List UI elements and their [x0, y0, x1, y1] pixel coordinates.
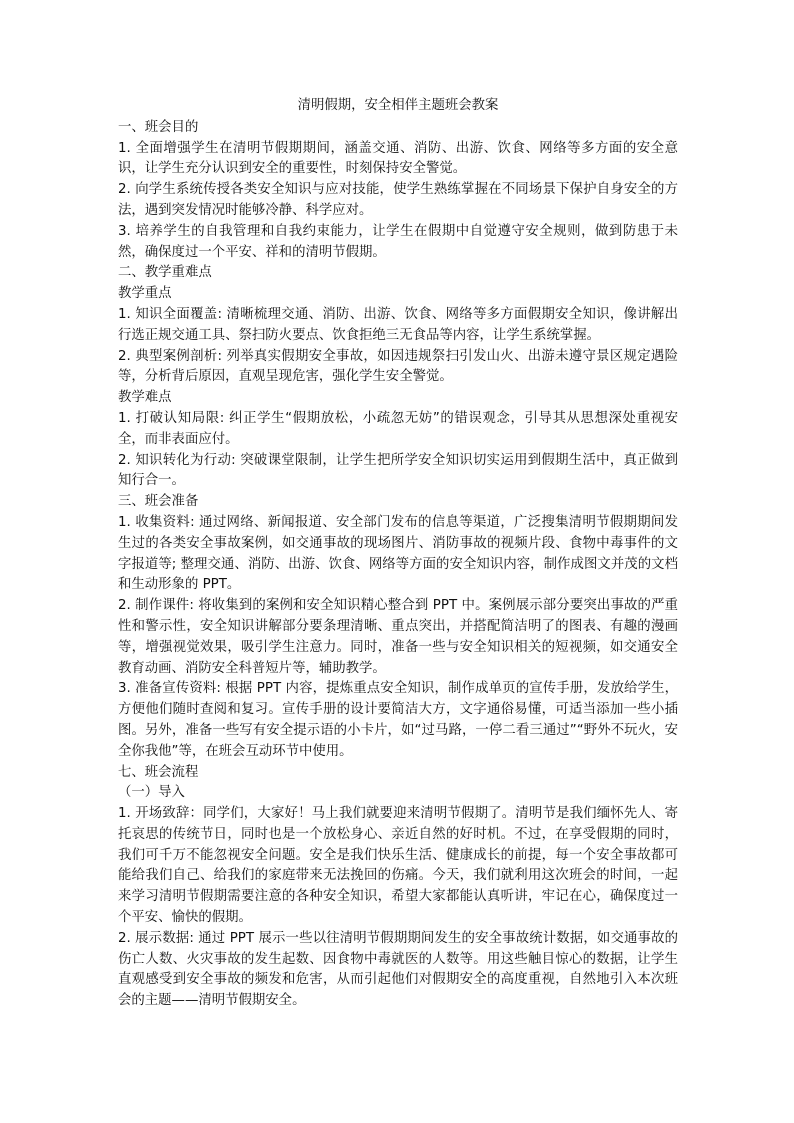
section-heading-purpose: 一、班会目的: [118, 119, 199, 135]
document-title: 清明假期，安全相伴主题班会教案: [297, 98, 499, 113]
purpose-item-1: 1. 全面增强学生在清明节假期期间，涵盖交通、消防、出游、饮食、网络等多方面的安全意识，让学生充分认识到安全的重要性，时刻保持安全警觉。: [118, 140, 678, 177]
subheading-introduction: （一）导入: [118, 785, 185, 801]
focus-item-1: 1. 知识全面覆盖: 清晰梳理交通、消防、出游、饮食、网络等多方面假期安全知识，像讲解出行选正规交通工具、祭扫防火要点、饮食拒绝三无食品等内容，让学生系统掌握。: [118, 306, 678, 343]
section-heading-process: 七、班会流程: [118, 764, 199, 780]
focus-item-2: 2. 典型案例剖析: 列举真实假期安全事故，如因违规祭扫引发山火、出游未遵守景区规定遇险等，分析背后原因，直观呈现危害，强化学生安全警觉。: [118, 348, 678, 385]
preparation-item-1: 1. 收集资料: 通过网络、新闻报道、安全部门发布的信息等渠道，广泛搜集清明节假期期间发生过的各类安全事故案例，如交通事故的现场图片、消防事故的视频片段、食物中毒事件的文字报道等; 整理交通、消防、出游、饮食、网络等方面的安全知识内容，制作成图文并茂的文档和生动形象的 PPT。: [118, 514, 678, 593]
document-page: [118, 96, 678, 1012]
section-heading-preparation: 三、班会准备: [118, 494, 199, 510]
subheading-difficulty: 教学难点: [118, 390, 172, 406]
purpose-item-2: 2. 向学生系统传授各类安全知识与应对技能，使学生熟练掌握在不同场景下保护自身安全的方法，遇到突发情况时能够冷静、科学应对。: [118, 182, 678, 218]
preparation-item-2: 2. 制作课件: 将收集到的案例和安全知识精心整合到 PPT 中。案例展示部分要突出事故的严重性和警示性，安全知识讲解部分要条理清晰、重点突出，并搭配简洁明了的图表、有趣的漫画等，增强视觉效果，吸引学生注意力。同时，准备一些与安全知识相关的短视频，如交通安全教育动画、消防安全科普短片等，辅助教学。: [118, 598, 678, 676]
difficulty-item-2: 2. 知识转化为行动: 突破课堂限制，让学生把所学安全知识切实运用到假期生活中，真正做到知行合一。: [118, 452, 678, 489]
section-heading-key-points: 二、教学重难点: [118, 265, 212, 281]
process-item-1: 1. 开场致辞：同学们，大家好！马上我们就要迎来清明节假期了。清明节是我们缅怀先人、寄托哀思的传统节日，同时也是一个放松身心、亲近自然的好时机。不过，在享受假期的同时，我们可千万不能忽视安全问题。安全是我们快乐生活、健康成长的前提，每一个安全事故都可能给我们自己、给我们的家庭带来无法挽回的伤痛。今天，我们就利用这次班会的时间，一起来学习清明节假期需要注意的各种安全知识，希望大家都能认真听讲，牢记在心，确保度过一个平安、愉快的假期。: [118, 806, 678, 926]
difficulty-item-1: 1. 打破认知局限: 纠正学生“假期放松，小疏忽无妨”的错误观念，引导其从思想深处重视安全，而非表面应付。: [118, 410, 678, 447]
subheading-focus: 教学重点: [118, 286, 172, 302]
purpose-item-3: 3. 培养学生的自我管理和自我约束能力，让学生在假期中自觉遵守安全规则，做到防患于未然，确保度过一个平安、祥和的清明节假期。: [118, 223, 678, 260]
preparation-item-3: 3. 准备宣传资料: 根据 PPT 内容，提炼重点安全知识，制作成单页的宣传手册，发放给学生，方便他们随时查阅和复习。宣传手册的设计要简洁大方，文字通俗易懂，可适当添加一些小插图。另外，准备一些写有安全提示语的小卡片，如“过马路，一停二看三通过”“野外不玩火，安全你我他”等，在班会互动环节中使用。: [118, 681, 678, 759]
process-item-2: 2. 展示数据: 通过 PPT 展示一些以往清明节假期期间发生的安全事故统计数据，如交通事故的伤亡人数、火灾事故的发生起数、因食物中毒就医的人数等。用这些触目惊心的数据，让学生直观感受到安全事故的频发和危害，从而引起他们对假期安全的高度重视，自然地引入本次班会的主题——清明节假期安全。: [118, 930, 678, 1009]
